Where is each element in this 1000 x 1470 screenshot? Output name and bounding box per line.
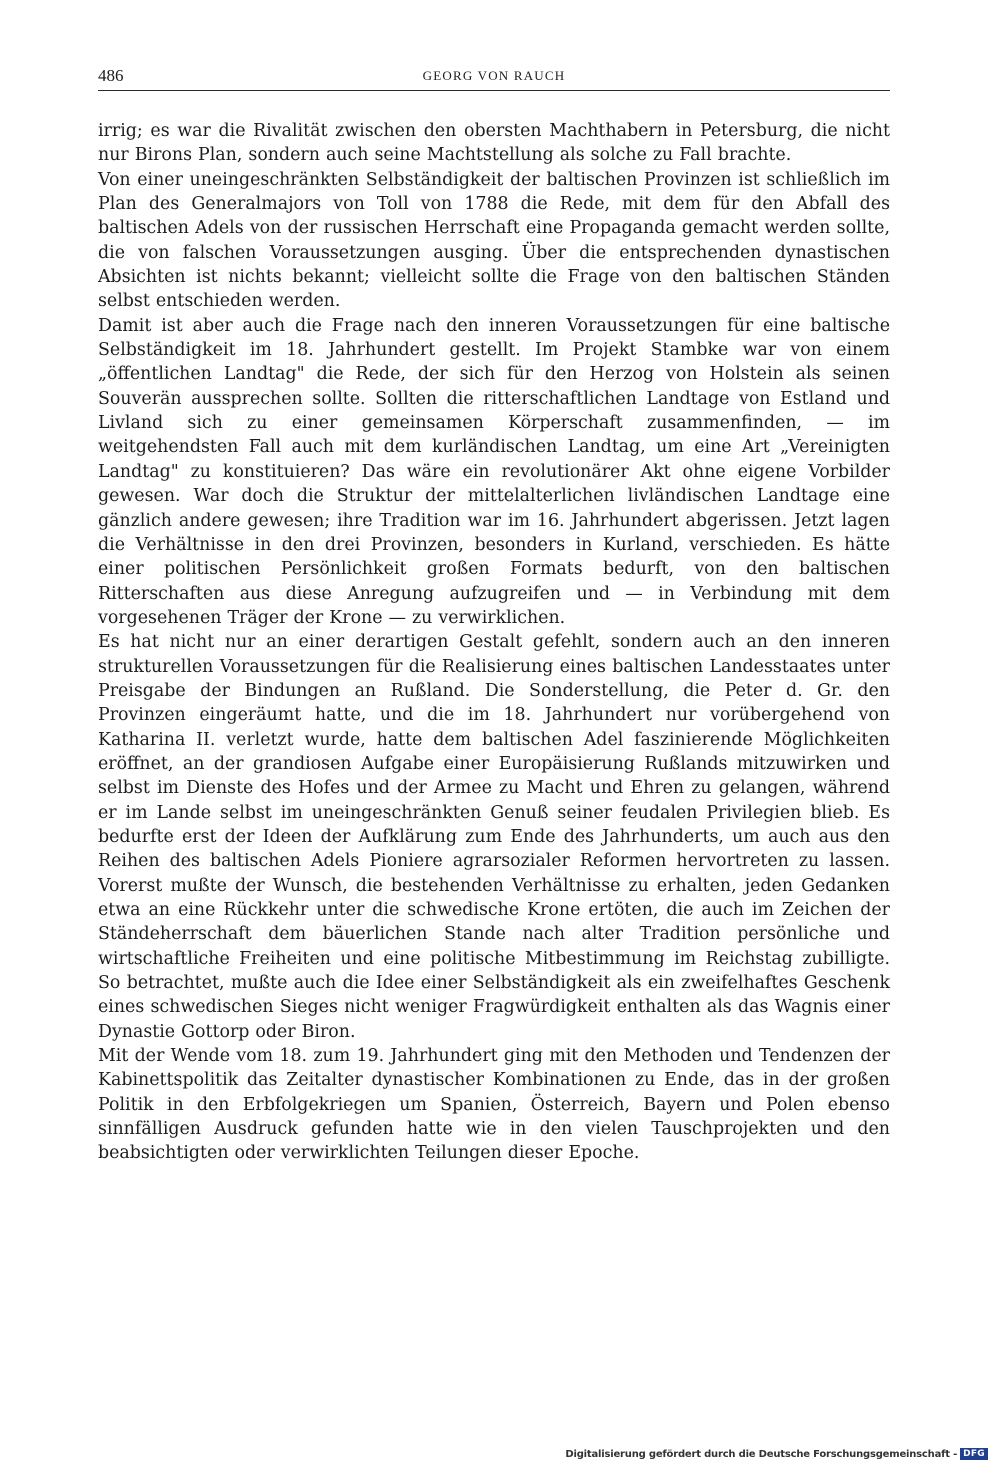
page-header bbox=[98, 66, 890, 91]
paragraph: Von einer uneingeschränkten Selbständigkeit der baltischen Provinzen ist schließlich im Plan des Generalmajors von Toll von 1788 die Rede, mit dem für den Abfall des baltischen Adels von der russischen Herrschaft eine Propaganda gemacht werden sollte, die von falschen Voraussetzungen ausging. Über die entsprechenden dynastischen Absichten ist nichts bekannt; vielleicht sollte die Frage von den baltischen Ständen selbst entschieden werden. bbox=[98, 169, 890, 312]
body-text bbox=[98, 119, 890, 1166]
paragraph: Mit der Wende vom 18. zum 19. Jahrhundert ging mit den Methoden und Tendenzen der Kabinettspolitik das Zeitalter dynastischer Kombinationen zu Ende, das in der großen Politik in den Erbfolgekriegen um Spanien, Österreich, Bayern und Polen ebenso sinnfälligen Ausdruck gefunden hatte wie in den vielen Tauschprojekten und den beabsichtigten oder verwirklichten Teilungen dieser Epoche. bbox=[98, 1046, 890, 1164]
paragraph: Es hat nicht nur an einer derartigen Gestalt gefehlt, sondern auch an den inneren strukturellen Voraussetzungen für die Realisierung eines baltischen Landesstaates unter Preisgabe der Bindungen an Rußland. Die Sonderstellung, die Peter d. Gr. den Provinzen eingeräumt hatte, und die im 18. Jahrhundert nur vorübergehend von Katharina II. verletzt wurde, hatte dem baltischen Adel faszinierende Möglichkeiten eröffnet, an der grandiosen Aufgabe einer Europäisierung Rußlands mitzuwirken und selbst im Dienste des Hofes und der Armee zu Macht und Ehren zu gelangen, während er im Lande selbst im uneingeschränkten Genuß seiner feudalen Privilegien blieb. Es bedurfte erst der Ideen der Aufklärung zum Ende des Jahrhunderts, um auch aus den Reihen des baltischen Adels Pioniere agrarsozialer Reformen hervortreten zu lassen. Vorerst mußte der Wunsch, die bestehenden Verhältnisse zu erhalten, jeden Gedanken etwa an eine Rückkehr unter die schwedische Krone ertöten, die auch im Zeichen der Ständeherrschaft dem bäuerlichen Stande nach alter Tradition persönliche und wirtschaftliche Freiheiten und eine politische Mitbestimmung im Reichstag zubilligte. So betrachtet, mußte auch die Idee einer Selbständigkeit als ein zweifelhaftes Geschenk eines schwedischen Sieges nicht weniger Fragwürdigkeit enthalten als das Wagnis einer Dynastie Gottorp oder Biron. bbox=[98, 632, 890, 1042]
paragraph: Damit ist aber auch die Frage nach den inneren Voraussetzungen für eine baltische Selbständigkeit im 18. Jahrhundert gestellt. Im Projekt Stambke war von einem „öffentlichen Landtag" die Rede, der sich für den Herzog von Holstein als seinen Souverän aussprechen sollte. Sollten die ritterschaftlichen Landtage von Estland und Livland sich zu einer gemeinsamen Körperschaft zusammenfinden, — im weitgehendsten Fall auch mit dem kurländischen Landtag, um eine Art „Vereinigten Landtag" zu konstituieren? Das wäre ein revolutionärer Akt ohne eigene Vorbilder gewesen. War doch die Struktur der mittelalterlichen livländischen Landtage eine gänzlich andere gewesen; ihre Tradition war im 16. Jahrhundert abgerissen. Jetzt lagen die Verhältnisse in den drei Provinzen, besonders in Kurland, verschieden. Es hätte einer politischen Persönlichkeit großen Formats bedurft, von den baltischen Ritterschaften aus diese Anregung aufzugreifen und — in Verbindung mit dem vorgesehenen Träger der Krone — zu verwirklichen. bbox=[98, 315, 890, 628]
running-head: GEORG VON RAUCH bbox=[422, 68, 566, 83]
digitization-footer bbox=[565, 1448, 988, 1460]
footer-text: Digitalisierung gefördert durch die Deutsche Forschungsgemeinschaft - bbox=[565, 1448, 958, 1460]
paragraph: irrig; es war die Rivalität zwischen den obersten Machthabern in Petersburg, die nicht nur Birons Plan, sondern auch seine Machtstellung als solche zu Fall brachte. bbox=[98, 121, 890, 166]
dfg-logo: DFG bbox=[960, 1448, 988, 1460]
page-number: 486 bbox=[98, 66, 124, 85]
